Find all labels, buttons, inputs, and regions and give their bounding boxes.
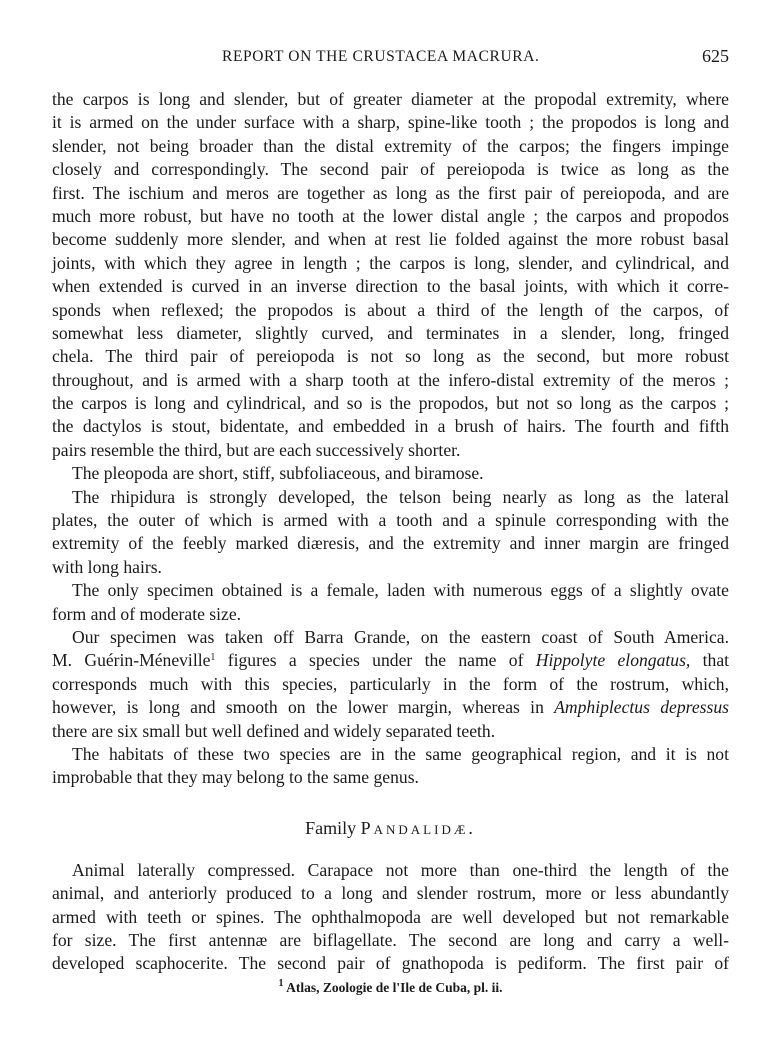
text-run: throughout, and is armed with a sharp tooth at the infero-distal extremity of the meros ;	[52, 369, 729, 390]
text-run: animal, and anteriorly produced to a long and slender rostrum, more or less abundantly	[52, 883, 729, 904]
text-run: armed with teeth or spines. The ophthalmopoda are well developed but not remarkable	[52, 906, 729, 927]
text-run: the carpos is long and cylindrical, and so is the propodos, but not so long as the carpos ;	[52, 393, 729, 414]
text-run: become suddenly more slender, and when at rest lie folded against the more robust basal	[52, 229, 729, 250]
text-line	[52, 205, 729, 228]
text-run: for size. The first antennæ are biflagellate. The second are long and carry a well-	[52, 929, 729, 950]
text-line	[52, 111, 729, 134]
text-line	[52, 952, 729, 975]
paragraph	[52, 88, 729, 462]
text-run: developed scaphocerite. The second pair of gnathopoda is pediform. The first pair of	[52, 953, 729, 974]
page-number: 625	[702, 46, 729, 66]
text-line	[52, 603, 729, 626]
text-run: much more robust, but have no tooth at the lower distal angle ; the carpos and propodos	[52, 205, 729, 226]
text-run: The pleopoda are short, stiff, subfoliaceous, and biramose.	[72, 463, 484, 484]
text-run: M. Guérin-Méneville	[52, 650, 211, 671]
text-line	[52, 392, 729, 415]
text-line	[52, 182, 729, 205]
text-line	[52, 486, 729, 509]
text-line	[52, 766, 729, 789]
paragraph	[52, 462, 729, 485]
text-run: figures a species under the name of	[215, 650, 536, 671]
text-run: The only specimen obtained is a female, laden with numerous eggs of a slightly ovate	[72, 580, 729, 601]
text-line	[52, 649, 729, 672]
text-run: chela. The third pair of pereiopoda is not so long as the second, but more robust	[52, 346, 729, 367]
text-run: improbable that they may belong to the same genus.	[52, 767, 419, 788]
text-line	[52, 882, 729, 905]
text-line	[52, 929, 729, 952]
text-run: somewhat less diameter, slightly curved, and terminates in a slender, long, fringed	[52, 322, 729, 343]
text-line	[52, 743, 729, 766]
text-line	[52, 673, 729, 696]
text-before-heading	[52, 88, 729, 790]
text-line	[52, 322, 729, 345]
text-run: first. The ischium and meros are together as long as the first pair of pereiopoda, and are	[52, 182, 729, 203]
text-run: The rhipidura is strongly developed, the telson being nearly as long as the lateral	[72, 486, 729, 507]
text-run: plates, the outer of which is armed with a tooth and a spinule corresponding with the	[52, 510, 729, 531]
text-run: pairs resemble the third, but are each successively shorter.	[52, 439, 461, 460]
text-run: closely and correspondingly. The second pair of pereiopoda is twice as long as the	[52, 159, 729, 180]
text-line	[52, 556, 729, 579]
running-header	[52, 48, 729, 72]
text-line	[52, 439, 729, 462]
heading-prefix: Family	[305, 817, 361, 838]
text-run: the dactylos is stout, bidentate, and embedded in a brush of hairs. The fourth and fifth	[52, 416, 729, 437]
text-run: Animal laterally compressed. Carapace not more than one-third the length of the	[72, 859, 729, 880]
footnote	[52, 978, 729, 998]
text-line	[52, 88, 729, 111]
text-line	[52, 579, 729, 602]
text-line	[52, 299, 729, 322]
paragraph	[52, 486, 729, 580]
text-run: Our specimen was taken off Barra Grande, on the eastern coast of South America.	[72, 626, 729, 647]
footnote-mark: 1	[278, 977, 284, 989]
text-run: when extended is curved in an inverse direction to the basal joints, with which it corre-	[52, 276, 729, 297]
text-line	[52, 228, 729, 251]
text-run: The habitats of these two species are in the same geographical region, and it is not	[72, 743, 729, 764]
text-run: there are six small but well defined and widely separated teeth.	[52, 720, 496, 741]
text-run: corresponds much with this species, particularly in the form of the rostrum, which,	[52, 673, 729, 694]
text-run: joints, with which they agree in length ; the carpos is long, slender, and cylindrical, and	[52, 252, 729, 273]
text-line	[52, 532, 729, 555]
text-run: slender, not being broader than the distal extremity of the carpos; the fingers impinge	[52, 135, 729, 156]
text-line	[52, 135, 729, 158]
italic-species-name: Hippolyte elongatus,	[535, 650, 691, 671]
text-run: with long hairs.	[52, 556, 162, 577]
text-line	[52, 720, 729, 743]
running-title: REPORT ON THE CRUSTACEA MACRURA.	[222, 48, 540, 65]
text-line	[52, 369, 729, 392]
text-line	[52, 509, 729, 532]
text-run: it is armed on the under surface with a sharp, spine-like tooth ; the propodos is long and	[52, 112, 729, 133]
text-line	[52, 275, 729, 298]
text-run: sponds when reflexed; the propodos is about a third of the length of the carpos, of	[52, 299, 729, 320]
footnote-reference: 1	[210, 652, 216, 664]
text-line	[52, 252, 729, 275]
text-line	[52, 345, 729, 368]
page-body	[52, 88, 729, 998]
text-line	[52, 462, 729, 485]
text-line	[52, 906, 729, 929]
text-run: form and of moderate size.	[52, 603, 242, 624]
text-run: the carpos is long and slender, but of greater diameter at the propodal extremity, where	[52, 89, 729, 109]
paragraph	[52, 626, 729, 743]
text-line	[52, 859, 729, 882]
text-line	[52, 696, 729, 719]
paragraph	[52, 743, 729, 790]
paragraph	[52, 859, 729, 976]
footnote-text: Atlas, Zoologie de l'Ile de Cuba, pl. ii.	[283, 979, 503, 995]
heading-family-name: Pandalidæ.	[360, 817, 476, 838]
text-run: that	[690, 650, 730, 671]
paragraph	[52, 579, 729, 626]
text-after-heading	[52, 859, 729, 976]
text-line	[52, 158, 729, 181]
section-heading	[52, 818, 729, 839]
italic-species-name: Amphiplectus depressus	[554, 697, 729, 718]
text-line	[52, 415, 729, 438]
text-run: however, is long and smooth on the lower margin, whereas in	[52, 697, 555, 718]
text-run: extremity of the feebly marked diæresis, and the extremity and inner margin are fringed	[52, 533, 729, 554]
text-line	[52, 626, 729, 649]
